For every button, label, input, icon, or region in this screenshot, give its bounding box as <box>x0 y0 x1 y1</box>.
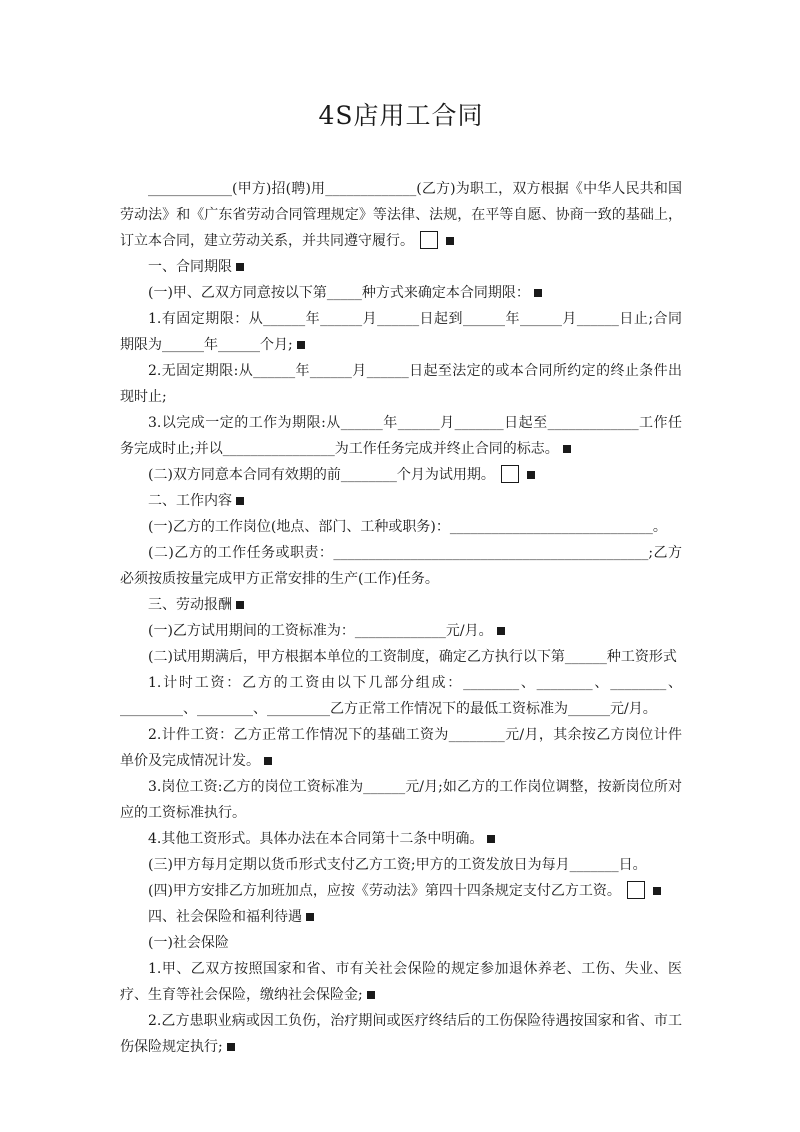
section-heading-pay: 三、劳动报酬 <box>120 592 682 618</box>
filled-square-icon <box>446 237 454 245</box>
filled-square-icon <box>236 601 244 609</box>
filled-square-icon <box>236 263 244 271</box>
clause-pay-day: (三)甲方每月定期以货币形式支付乙方工资;甲方的工资发放日为每月_______日。 <box>148 857 647 873</box>
filled-square-icon <box>487 835 495 843</box>
clause-overtime: (四)甲方安排乙方加班加点，应按《劳动法》第四十四条规定支付乙方工资。 <box>120 878 682 904</box>
clause-probation: (二)双方同意本合同有效期的前________个月为试用期。 <box>120 462 682 488</box>
clause-other-pay: 4.其他工资形式。具体办法在本合同第十二条中明确。 <box>120 826 682 852</box>
checkbox[interactable] <box>420 231 438 249</box>
clause-work-position: (一)乙方的工作岗位(地点、部门、工种或职务)：_____________________________。 <box>148 519 667 535</box>
clause-time-pay: 1.计时工资：乙方的工资由以下几部分组成：________、________、________、_________、________、_________乙方正常工作情况下的最低工资标准为______元/月。 <box>120 675 682 717</box>
filled-square-icon <box>653 887 661 895</box>
clause-pay-form: (二)试用期满后，甲方根据本单位的工资制度，确定乙方执行以下第______种工资形式 <box>148 649 677 665</box>
clause-fixed-term: 1.有固定期限：从______年______月______日起到______年______月______日止;合同期限为______年______个月; <box>120 311 682 353</box>
filled-square-icon <box>367 991 375 999</box>
section-heading-work: 二、工作内容 <box>120 488 682 514</box>
clause-probation-pay: (一)乙方试用期间的工资标准为：_____________元/月。 <box>120 618 682 644</box>
clause-piece-pay: 2.计件工资：乙方正常工作情况下的基础工资为________元/月，其余按乙方岗位计件单价及完成情况计发。 <box>120 727 682 769</box>
section-heading-insurance: 四、社会保险和福利待遇 <box>120 904 682 930</box>
filled-square-icon <box>534 289 542 297</box>
checkbox[interactable] <box>627 881 645 899</box>
filled-square-icon <box>264 757 272 765</box>
clause-insurance-participation: 1.甲、乙双方按照国家和省、市有关社会保险的规定参加退休养老、工伤、失业、医疗、生育等社会保险，缴纳社会保险金; <box>120 961 682 1003</box>
clause-open-term: 2.无固定期限:从______年______月______日起至法定的或本合同所约定的终止条件出现时止; <box>120 363 682 405</box>
document-title: 4S店用工合同 <box>318 101 484 130</box>
filled-square-icon <box>297 341 305 349</box>
filled-square-icon <box>227 1043 235 1051</box>
section-heading-term: 一、合同期限 <box>120 254 682 280</box>
clause-task-term: 3.以完成一定的工作为期限:从______年______月_______日起至_____________工作任务完成时止;并以________________为工作任务完成并终止合同的标志。 <box>120 415 682 457</box>
clause-work-duties: (二)乙方的工作任务或职责：_____________________________________________;乙方必须按质按量完成甲方正常安排的生产(工作)任务。 <box>120 545 682 587</box>
preamble-paragraph: ____________(甲方)招(聘)用_____________(乙方)为职工，双方根据《中华人民共和国劳动法》和《广东省劳动合同管理规定》等法律、法规，在平等自愿、协商一致的基础上，订立本合同，建立劳动关系，并共同遵守履行。 <box>120 181 682 249</box>
clause-position-pay: 3.岗位工资:乙方的岗位工资标准为______元/月;如乙方的工作岗位调整，按新岗位所对应的工资标准执行。 <box>120 779 682 821</box>
clause-social-insurance: (一)社会保险 <box>148 935 229 951</box>
filled-square-icon <box>563 445 571 453</box>
filled-square-icon <box>306 913 314 921</box>
clause-work-injury: 2.乙方患职业病或因工负伤，治疗期间或医疗终结后的工伤保险待遇按国家和省、市工伤保险规定执行; <box>120 1013 682 1055</box>
clause-term-method: (一)甲、乙双方同意按以下第_____种方式来确定本合同期限： <box>120 280 682 306</box>
filled-square-icon <box>236 497 244 505</box>
filled-square-icon <box>527 471 535 479</box>
filled-square-icon <box>497 627 505 635</box>
checkbox[interactable] <box>501 465 519 483</box>
